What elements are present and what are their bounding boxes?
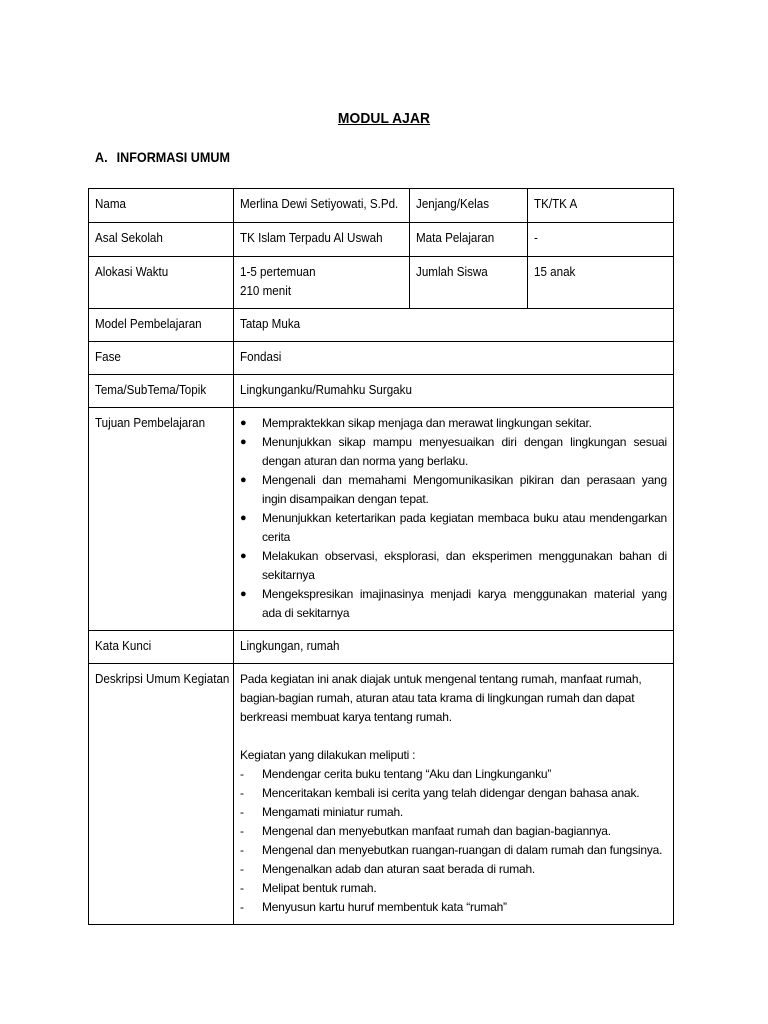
- value-alokasi-line1: 1-5 pertemuan: [240, 265, 316, 279]
- value-alokasi-line2: 210 menit: [240, 284, 292, 298]
- table-row-model: [89, 309, 674, 342]
- label-fase: [89, 342, 234, 375]
- label-kata-kunci: [89, 631, 234, 664]
- list-item: ● Mempraktekkan sikap menjaga dan merawat lingkungan sekitar.: [240, 414, 667, 433]
- deskripsi-line: bagian-bagian rumah, aturan atau tata krama di lingkungan rumah dan dapat: [240, 691, 635, 705]
- list-item: ● Menunjukkan sikap mampu menyesuaikan diri dengan lingkungan sesuai dengan aturan dan norma yang berlaku.: [240, 433, 667, 471]
- value-tema: [234, 375, 674, 408]
- label-jenjang: [410, 189, 528, 223]
- deskripsi-line: Pada kegiatan ini anak diajak untuk mengenal tentang rumah, manfaat rumah,: [240, 672, 642, 686]
- table-row-tema: [89, 375, 674, 408]
- label-model-text: Model Pembelajaran: [95, 317, 202, 331]
- kegiatan-list: [240, 765, 667, 917]
- table-row-deskripsi: [89, 664, 674, 925]
- label-mapel-text: Mata Pelajaran: [416, 231, 495, 245]
- value-fase: [234, 342, 674, 375]
- value-tujuan: [234, 408, 674, 631]
- info-table: [88, 188, 674, 925]
- value-mapel: [528, 223, 674, 257]
- value-asal-text: TK Islam Terpadu Al Uswah: [240, 231, 383, 245]
- kegiatan-heading: Kegiatan yang dilakukan meliputi :: [240, 748, 416, 762]
- table-row-fase: [89, 342, 674, 375]
- label-asal: [89, 223, 234, 257]
- value-model: [234, 309, 674, 342]
- value-jumlah-text: 15 anak: [534, 265, 576, 279]
- value-jumlah: [528, 257, 674, 309]
- section-heading: [95, 149, 230, 165]
- value-jenjang-text: TK/TK A: [534, 197, 578, 211]
- list-item: - Mengenal dan menyebutkan manfaat rumah dan bagian-bagiannya.: [240, 822, 667, 841]
- table-row-asal: [89, 223, 674, 257]
- list-item: - Mengenalkan adab dan aturan saat berada di rumah.: [240, 860, 667, 879]
- value-nama-text: Merlina Dewi Setiyowati, S.Pd.: [240, 197, 399, 211]
- label-nama: [89, 189, 234, 223]
- value-alokasi: [234, 257, 410, 309]
- value-asal: [234, 223, 410, 257]
- list-item: ● Menunjukkan ketertarikan pada kegiatan membaca buku atau mendengarkan cerita: [240, 509, 667, 547]
- section-letter: A.: [95, 149, 108, 165]
- table-row-kata-kunci: [89, 631, 674, 664]
- label-jumlah: [410, 257, 528, 309]
- section-label: INFORMASI UMUM: [116, 149, 230, 165]
- label-fase-text: Fase: [95, 350, 121, 364]
- value-nama: [234, 189, 410, 223]
- label-deskripsi: [89, 664, 234, 925]
- label-tujuan-text: Tujuan Pembelajaran: [95, 416, 206, 430]
- value-kata-kunci-text: Lingkungan, rumah: [240, 639, 340, 653]
- table-row-nama: [89, 189, 674, 223]
- label-jenjang-text: Jenjang/Kelas: [416, 197, 490, 211]
- list-item: - Mengamati miniatur rumah.: [240, 803, 667, 822]
- label-tema: [89, 375, 234, 408]
- value-deskripsi: [234, 664, 674, 925]
- label-alokasi: [89, 257, 234, 309]
- label-model: [89, 309, 234, 342]
- list-item: - Mendengar cerita buku tentang “Aku dan Lingkunganku”: [240, 765, 667, 784]
- label-kata-kunci-text: Kata Kunci: [95, 639, 152, 653]
- tujuan-list: [240, 414, 667, 623]
- list-item: - Menyusun kartu huruf membentuk kata “rumah”: [240, 898, 667, 917]
- value-mapel-text: -: [534, 231, 538, 245]
- list-item: ● Melakukan observasi, eksplorasi, dan eksperimen menggunakan bahan di sekitarnya: [240, 547, 667, 585]
- list-item: ● Mengenali dan memahami Mengomunikasikan pikiran dan perasaan yang ingin disampaikan dengan tepat.: [240, 471, 667, 509]
- list-item: - Mengenal dan menyebutkan ruangan-ruangan di dalam rumah dan fungsinya.: [240, 841, 667, 860]
- label-deskripsi-text: Deskripsi Umum Kegiatan: [95, 672, 230, 686]
- label-nama-text: Nama: [95, 197, 127, 211]
- label-mapel: [410, 223, 528, 257]
- label-tujuan: [89, 408, 234, 631]
- deskripsi-line: berkreasi membuat karya tentang rumah.: [240, 710, 452, 724]
- table-row-tujuan: [89, 408, 674, 631]
- value-model-text: Tatap Muka: [240, 317, 301, 331]
- label-asal-text: Asal Sekolah: [95, 231, 163, 245]
- value-jenjang: [528, 189, 674, 223]
- label-jumlah-text: Jumlah Siswa: [416, 265, 488, 279]
- list-item: - Melipat bentuk rumah.: [240, 879, 667, 898]
- table-row-alokasi: [89, 257, 674, 309]
- list-item: ● Mengekspresikan imajinasinya menjadi karya menggunakan material yang ada di sekitarnya: [240, 585, 667, 623]
- label-alokasi-text: Alokasi Waktu: [95, 265, 169, 279]
- list-item: - Menceritakan kembali isi cerita yang telah didengar dengan bahasa anak.: [240, 784, 667, 803]
- value-fase-text: Fondasi: [240, 350, 282, 364]
- label-tema-text: Tema/SubTema/Topik: [95, 383, 207, 397]
- value-tema-text: Lingkunganku/Rumahku Surgaku: [240, 383, 412, 397]
- document-title: MODUL AJAR: [337, 110, 431, 127]
- value-kata-kunci: [234, 631, 674, 664]
